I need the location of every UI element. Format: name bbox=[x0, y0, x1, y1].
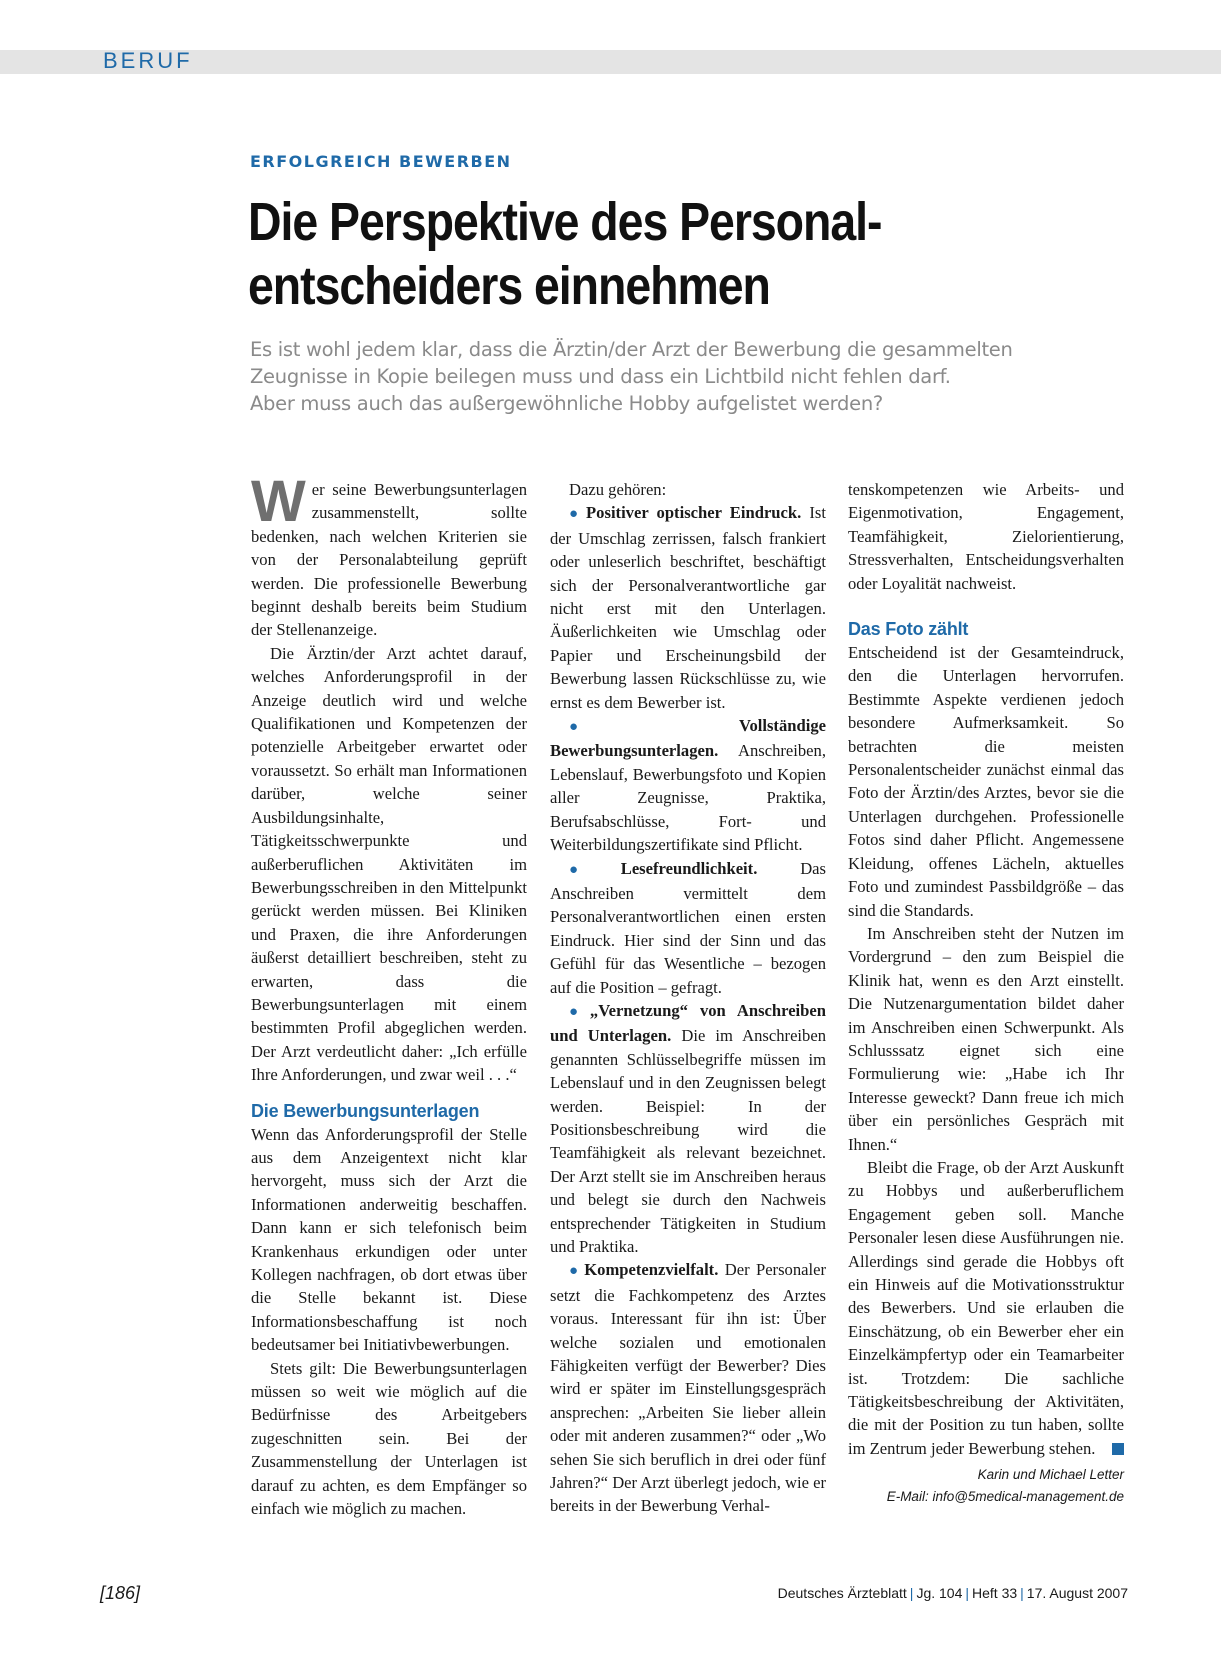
text-column-3 bbox=[848, 478, 1124, 1508]
bullet-title: Vollständige Bewerbungsunterlagen. bbox=[550, 716, 826, 761]
article-teaser bbox=[250, 336, 1150, 417]
section-label: BERUF bbox=[103, 48, 193, 73]
text-column-2 bbox=[550, 478, 826, 1518]
paragraph: Wenn das Anforderungsprofil der Stelle aus dem Anzeigentext nicht klar hervorgeht, muss sich der Arzt die Informationen anderweitig beschaffen. Dann kann er sich telefonisch beim Krankenhaus erkundigen oder unter Kollegen nachfragen, ob dort etwas über die Stelle bekannt ist. Diese Informationsbeschaffung ist noch bedeutsamer bei Initiativbewerbungen. bbox=[251, 1124, 527, 1355]
page-number: [186] bbox=[100, 1583, 141, 1603]
bullet-title: Positiver optischer Eindruck. bbox=[586, 503, 802, 523]
bullet-title: Kompetenzvielfalt. bbox=[584, 1260, 719, 1280]
paragraph: Stets gilt: Die Bewerbungsunterlagen müssen so weit wie möglich auf die Bedürfnisse des Arbeitgebers zugeschnitten sein. Bei der Zusammenstellung der Unterlagen ist darauf zu achten, es dem Empfänger so einfach wie möglich zu machen. bbox=[251, 1358, 527, 1519]
paragraph bbox=[848, 1156, 1124, 1460]
bullet-item bbox=[550, 501, 826, 714]
subheading: Das Foto zählt bbox=[848, 619, 969, 640]
teaser-line-3: Aber muss auch das außergewöhnliche Hobby aufgelistet werden? bbox=[250, 392, 883, 415]
end-mark-icon bbox=[1112, 1443, 1124, 1455]
bullet-text: Der Personaler setzt die Fachkompetenz des Arztes voraus. Interessant für ihn ist: Über welche sozialen und emotionalen Fähigkeiten verfügt der Bewerber? Dies wird er später im Einstellungsgespräch ansprechen: „Arbeiten Sie lieber allein oder mit anderen zusammen?“ oder „Wo sehen Sie sich beruflich in drei oder fünf Jahren?“ Der Arzt überlegt jedoch, wie er bereits in der Bewerbung Verhal- bbox=[550, 1260, 826, 1516]
bullet-item bbox=[550, 1258, 826, 1517]
paragraph: Im Anschreiben steht der Nutzen im Vordergrund – den zum Beispiel die Klinik hat, wenn es den Arzt einstellt. Die Nutzenargumentation bildet daher im Anschreiben einen Schwerpunkt. Als Schlusssatz eignet sich eine Formulierung wie: „Habe ich Ihr Interesse geweckt? Dann freue ich mich über ein persönliches Gespräch mit Ihnen.“ bbox=[848, 923, 1124, 1154]
bullet-text: Ist der Umschlag zerrissen, falsch frankiert oder unleserlich beschriftet, beschäftigt sich der Personalverantwortliche gar nicht erst mit den Unterlagen. Äußerlichkeiten wie Umschlag oder Papier und Erscheinungsbild der Bewerbung lassen Rückschlüsse zu, wie ernst es dem Bewerber ist. bbox=[550, 503, 826, 712]
paragraph: tenskompetenzen wie Arbeits- und Eigenmotivation, Engagement, Teamfähigkeit, Zielorientierung, Stressverhalten, Entscheidungsverhalten oder Loyalität nachweist. bbox=[848, 480, 1124, 593]
journal-footer bbox=[778, 1585, 1128, 1601]
bullet-text: Die im Anschreiben genannten Schlüsselbegriffe müssen im Lebenslauf und in den Zeugnissen belegt werden. Beispiel: In der Positionsbeschreibung wird die Teamfähigkeit als relevant bezeichnet. Der Arzt stellt sie im Anschreiben heraus und belegt sie durch den Nachweis entsprechender Tätigkeiten in Studium und Praktika. bbox=[550, 1026, 826, 1256]
bullet-icon: ● bbox=[569, 1003, 586, 1020]
headline-line-1: Die Perspektive des Personal- bbox=[248, 192, 882, 252]
paragraph: Entscheidend ist der Gesamteindruck, den die Unterlagen hervorrufen. Bestimmte Aspekte verdienen jedoch besondere Aufmerksamkeit. So betrachten die meisten Personalentscheider zunächst einmal das Foto der Ärztin/des Arztes, bevor sie die Unterlagen durchgehen. Professionelle Fotos sind daher Pflicht. Angemessene Kleidung, offenes Lächeln, aktuelles Foto und zumindest Passbildgröße – das sind die Standards. bbox=[848, 643, 1124, 920]
journal-issue: Heft 33 bbox=[972, 1585, 1018, 1601]
separator: | bbox=[965, 1585, 970, 1601]
text-column-1 bbox=[251, 469, 527, 1520]
teaser-line-2: Zeugnisse in Kopie beilegen muss und dass ein Lichtbild nicht fehlen darf. bbox=[250, 365, 951, 388]
bullet-item bbox=[550, 714, 826, 856]
bullet-item bbox=[550, 857, 826, 999]
separator: | bbox=[909, 1585, 914, 1601]
author-block bbox=[848, 1464, 1124, 1508]
journal-volume: Jg. 104 bbox=[916, 1585, 963, 1601]
bullet-icon: ● bbox=[569, 1263, 581, 1280]
subheading: Die Bewerbungsunterlagen bbox=[251, 1100, 480, 1121]
paragraph: Dazu gehören: bbox=[569, 480, 667, 499]
bullet-icon: ● bbox=[569, 506, 583, 523]
bullet-item bbox=[550, 999, 826, 1258]
paragraph-text: er seine Bewerbungsunterlagen zusammenstellt, sollte bedenken, nach welchen Kriterien sie von der Personalabteilung geprüft werden. Die professionelle Bewerbung beginnt deshalb bereits beim Studium der Stellenanzeige. bbox=[251, 480, 527, 640]
bullet-title: „Vernetzung“ von Anschreiben und Unterlagen. bbox=[550, 1000, 826, 1046]
drop-cap: W bbox=[251, 469, 306, 534]
separator: | bbox=[1020, 1585, 1024, 1601]
bullet-text: Das Anschreiben vermittelt dem Personalverantwortlichen einen ersten Eindruck. Hier sind der Sinn und das Gefühl für das Wesentliche – bezogen auf die Position – gefragt. bbox=[550, 858, 826, 997]
journal-date: 17. August 2007 bbox=[1026, 1585, 1128, 1601]
teaser-line-1: Es ist wohl jedem klar, dass die Ärztin/der Arzt der Bewerbung die gesammelten bbox=[250, 338, 1013, 361]
bullet-text: Anschreiben, Lebenslauf, Bewerbungsfoto und Kopien aller Zeugnisse, Praktika, Berufsabschlüsse, Fort- und Weiterbildungszertifikate sind Pflicht. bbox=[550, 741, 826, 855]
article-headline bbox=[248, 190, 1022, 318]
bullet-title: Lesefreundlichkeit. bbox=[620, 858, 758, 878]
article-kicker: ERFOLGREICH BEWERBEN bbox=[250, 152, 512, 171]
journal-name: Deutsches Ärzteblatt bbox=[777, 1585, 907, 1601]
headline-line-2: entscheiders einnehmen bbox=[248, 256, 770, 316]
bullet-icon: ● bbox=[569, 861, 617, 878]
paragraph-text: Bleibt die Frage, ob der Arzt Auskunft zu Hobbys und außerberuflichem Engagement geben soll. Manche Personaler lesen diese Ausführungen nie. Allerdings sind gerade die Hobbys oft ein Hinweis auf die Motivationsstruktur des Bewerbers. Und sie erlauben die Einschätzung, ob ein Bewerber eher ein Einzelkämpfertyp oder ein Teamarbeiter ist. Trotzdem: Die sachliche Tätigkeitsbeschreibung der Aktivitäten, die mit der Position zu tun haben, sollte im Zentrum jeder Bewerbung stehen. bbox=[848, 1157, 1124, 1458]
author-name: Karin und Michael Letter bbox=[977, 1467, 1124, 1483]
paragraph bbox=[251, 469, 527, 642]
author-email: E-Mail: info@5medical-management.de bbox=[886, 1489, 1124, 1505]
paragraph: Die Ärztin/der Arzt achtet darauf, welches Anforderungsprofil in der Anzeige deutlich wird und welche Qualifikationen und Kompetenzen der potenzielle Arbeitgeber erwartet oder voraussetzt. So erhält man Informationen darüber, welche seiner Ausbildungsinhalte, Tätigkeitsschwerpunkte und außerberuflichen Aktivitäten im Bewerbungsschreiben in den Mittelpunkt gerückt werden müssen. Bei Kliniken und Praxen, die ihre Anforderungen äußerst detailliert beschreiben, steht zu erwarten, dass die Bewerbungsunterlagen mit einem bestimmten Profil abgeglichen werden. Der Arzt verdeutlicht daher: „Ich erfülle Ihre Anforderungen, und zwar weil . . .“ bbox=[251, 643, 527, 1085]
bullet-icon: ● bbox=[569, 719, 735, 736]
